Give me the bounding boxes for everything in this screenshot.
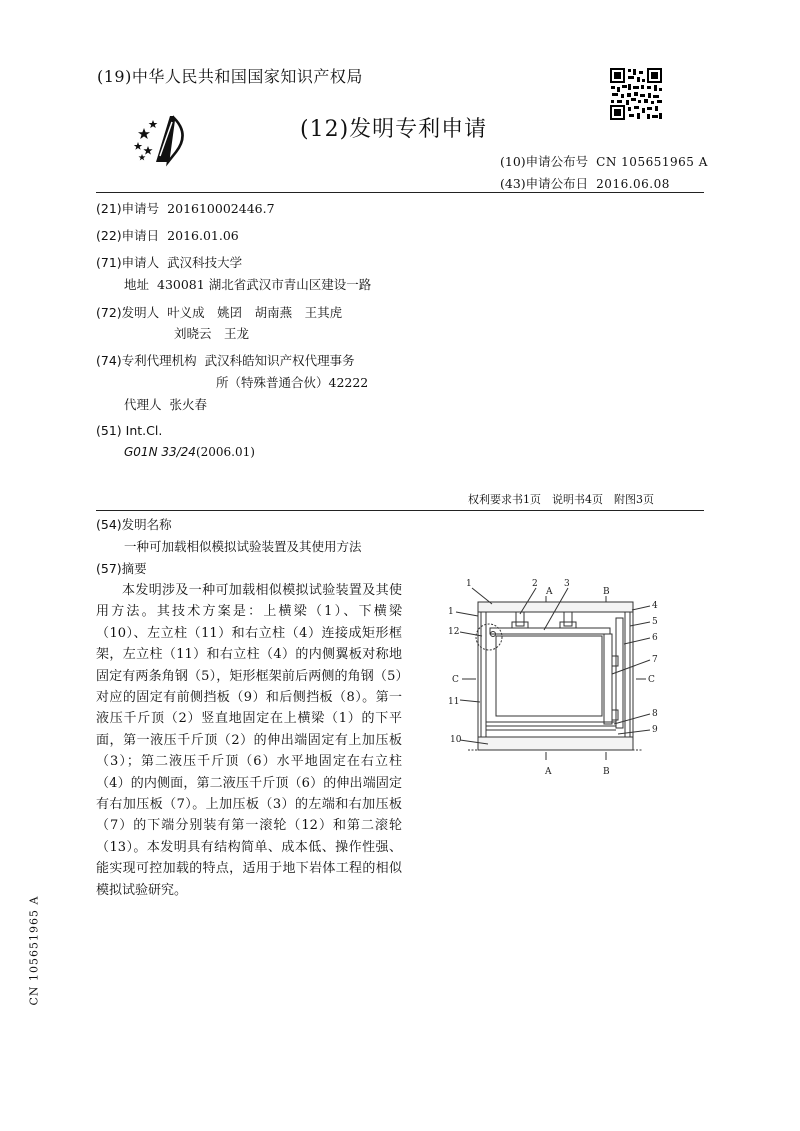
- fig-label-12: 12: [448, 627, 460, 637]
- inventors-line1: 叶义成 姚囝 胡南燕 王其虎: [167, 305, 343, 320]
- app-date-label: 申请日: [121, 228, 160, 243]
- applicant-code: (71): [96, 255, 122, 270]
- fig-label-7: 7: [652, 655, 658, 665]
- agent-value: 张火春: [169, 397, 208, 412]
- fig-label-9: 9: [652, 725, 658, 735]
- title-heading: [96, 515, 172, 533]
- app-no-code: (21): [96, 201, 122, 216]
- abstract-heading: [96, 559, 147, 577]
- pub-no-label: 申请公布号: [525, 154, 589, 169]
- app-no-value: 201610002446.7: [167, 201, 275, 216]
- inventors-row: [96, 303, 342, 321]
- app-date-code: (22): [96, 228, 122, 243]
- header-divider: [96, 192, 704, 193]
- qr-code-icon: [609, 67, 663, 121]
- fig-label-4: 4: [652, 601, 658, 611]
- intcl-code: (51): [96, 423, 122, 438]
- intcl-version: (2006.01): [195, 445, 255, 459]
- office-name: 中华人民共和国国家知识产权局: [131, 67, 363, 86]
- fig-label-11: 11: [448, 697, 460, 707]
- agent-label: 代理人: [124, 397, 162, 412]
- pub-no-code: (10): [500, 154, 526, 169]
- pub-date-value: 2016.06.08: [596, 177, 670, 191]
- intcl-class-row: [124, 444, 255, 459]
- abstract-text: 本发明涉及一种可加载相似模拟试验装置及其使用方法。其技术方案是：上横梁（1）、下横梁（10）、左立柱（11）和右立柱（4）连接成矩形框架，左立柱（11）和右立柱（4）的内侧翼板对称地固定有两条角钢（5），矩形框架前后两侧的角钢（5）对应的固定有前侧挡板（9）和后侧挡板（8）。第一液压千斤顶（2）竖直地固定在上横梁（1）的下平面，第一液压千斤顶（2）的伸出端固定有上加压板（3）；第二液压千斤顶（6）水平地固定在右立柱（4）的内侧面，第二液压千斤顶（6）的伸出端固定有右加压板（7）。上加压板（3）的左端和右加压板（7）的下端分别装有第一滚轮（12）和第二滚轮（13）。本发明具有结构简单、成本低、操作性强、能实现可控加载的特点，适用于地下岩体工程的相似模拟试验研究。: [96, 583, 402, 898]
- agency-row: [96, 351, 355, 369]
- inventors-label: 发明人: [121, 305, 160, 320]
- abstract-figure: [448, 574, 670, 780]
- fig-label-a-top: A: [546, 587, 553, 597]
- title-code: (54): [96, 517, 122, 532]
- applicant-value: 武汉科技大学: [167, 255, 243, 270]
- fig-label-c-right: C: [648, 675, 655, 685]
- inventors-line2: 刘晓云 王龙: [174, 326, 250, 341]
- side-publication-number: CN 105651965 A: [27, 895, 41, 1006]
- agency-label: 专利代理机构: [121, 353, 197, 368]
- pub-date-code: (43): [500, 176, 526, 191]
- fig-label-2: 2: [532, 579, 538, 589]
- doc-type-title: 发明专利申请: [349, 117, 488, 142]
- agency-line2: 所（特殊普通合伙）42222: [216, 375, 369, 390]
- fig-label-a-bottom: A: [545, 767, 552, 777]
- agency-code: (74): [96, 353, 122, 368]
- agency-line1: 武汉科皓知识产权代理事务: [204, 353, 355, 368]
- pub-no-value: CN 105651965 A: [596, 155, 708, 169]
- fig-label-8: 8: [652, 709, 658, 719]
- fig-label-c-left: C: [452, 675, 459, 685]
- section-divider: [96, 510, 704, 511]
- address-value: 430081 湖北省武汉市青山区建设一路: [157, 277, 372, 292]
- pub-date-label: 申请公布日: [525, 176, 589, 191]
- application-date-row: [96, 226, 239, 244]
- fig-label-10: 10: [450, 735, 462, 745]
- publication-number-row: [500, 152, 708, 170]
- doc-type-code: (12): [300, 117, 350, 142]
- fig-label-6: 6: [652, 633, 658, 643]
- fig-label-3: 3: [564, 579, 570, 589]
- intcl-label: Int.Cl.: [125, 423, 163, 438]
- inventors-code: (72): [96, 305, 122, 320]
- applicant-row: [96, 253, 242, 271]
- abstract-code: (57): [96, 561, 122, 576]
- office-header: [97, 64, 363, 87]
- inventors-line2-row: [174, 324, 249, 342]
- fig-label-5: 5: [652, 617, 658, 627]
- fig-label-1-top: 1: [466, 579, 472, 589]
- page-count: 权利要求书1页 说明书4页 附图3页: [468, 493, 654, 506]
- title-label: 发明名称: [121, 517, 172, 532]
- app-date-value: 2016.01.06: [167, 228, 239, 243]
- address-label: 地址: [124, 277, 150, 292]
- fig-label-1-side: 1: [448, 607, 454, 617]
- address-row: [124, 275, 371, 293]
- invention-title: 一种可加载相似模拟试验装置及其使用方法: [124, 539, 362, 554]
- agent-row: [124, 395, 207, 413]
- publication-date-row: [500, 174, 670, 192]
- agency-line2-row: [216, 373, 368, 391]
- fig-label-b-top: B: [603, 587, 610, 597]
- intcl-class: G01N 33/24: [124, 445, 196, 459]
- document-type: [300, 112, 487, 143]
- applicant-label: 申请人: [121, 255, 160, 270]
- intcl-row: [96, 423, 162, 438]
- office-code: (19): [97, 67, 132, 86]
- abstract-label: 摘要: [121, 561, 147, 576]
- fig-label-b-bottom: B: [603, 767, 610, 777]
- emblem-icon: [130, 110, 194, 170]
- app-no-label: 申请号: [121, 201, 160, 216]
- application-number-row: [96, 199, 275, 217]
